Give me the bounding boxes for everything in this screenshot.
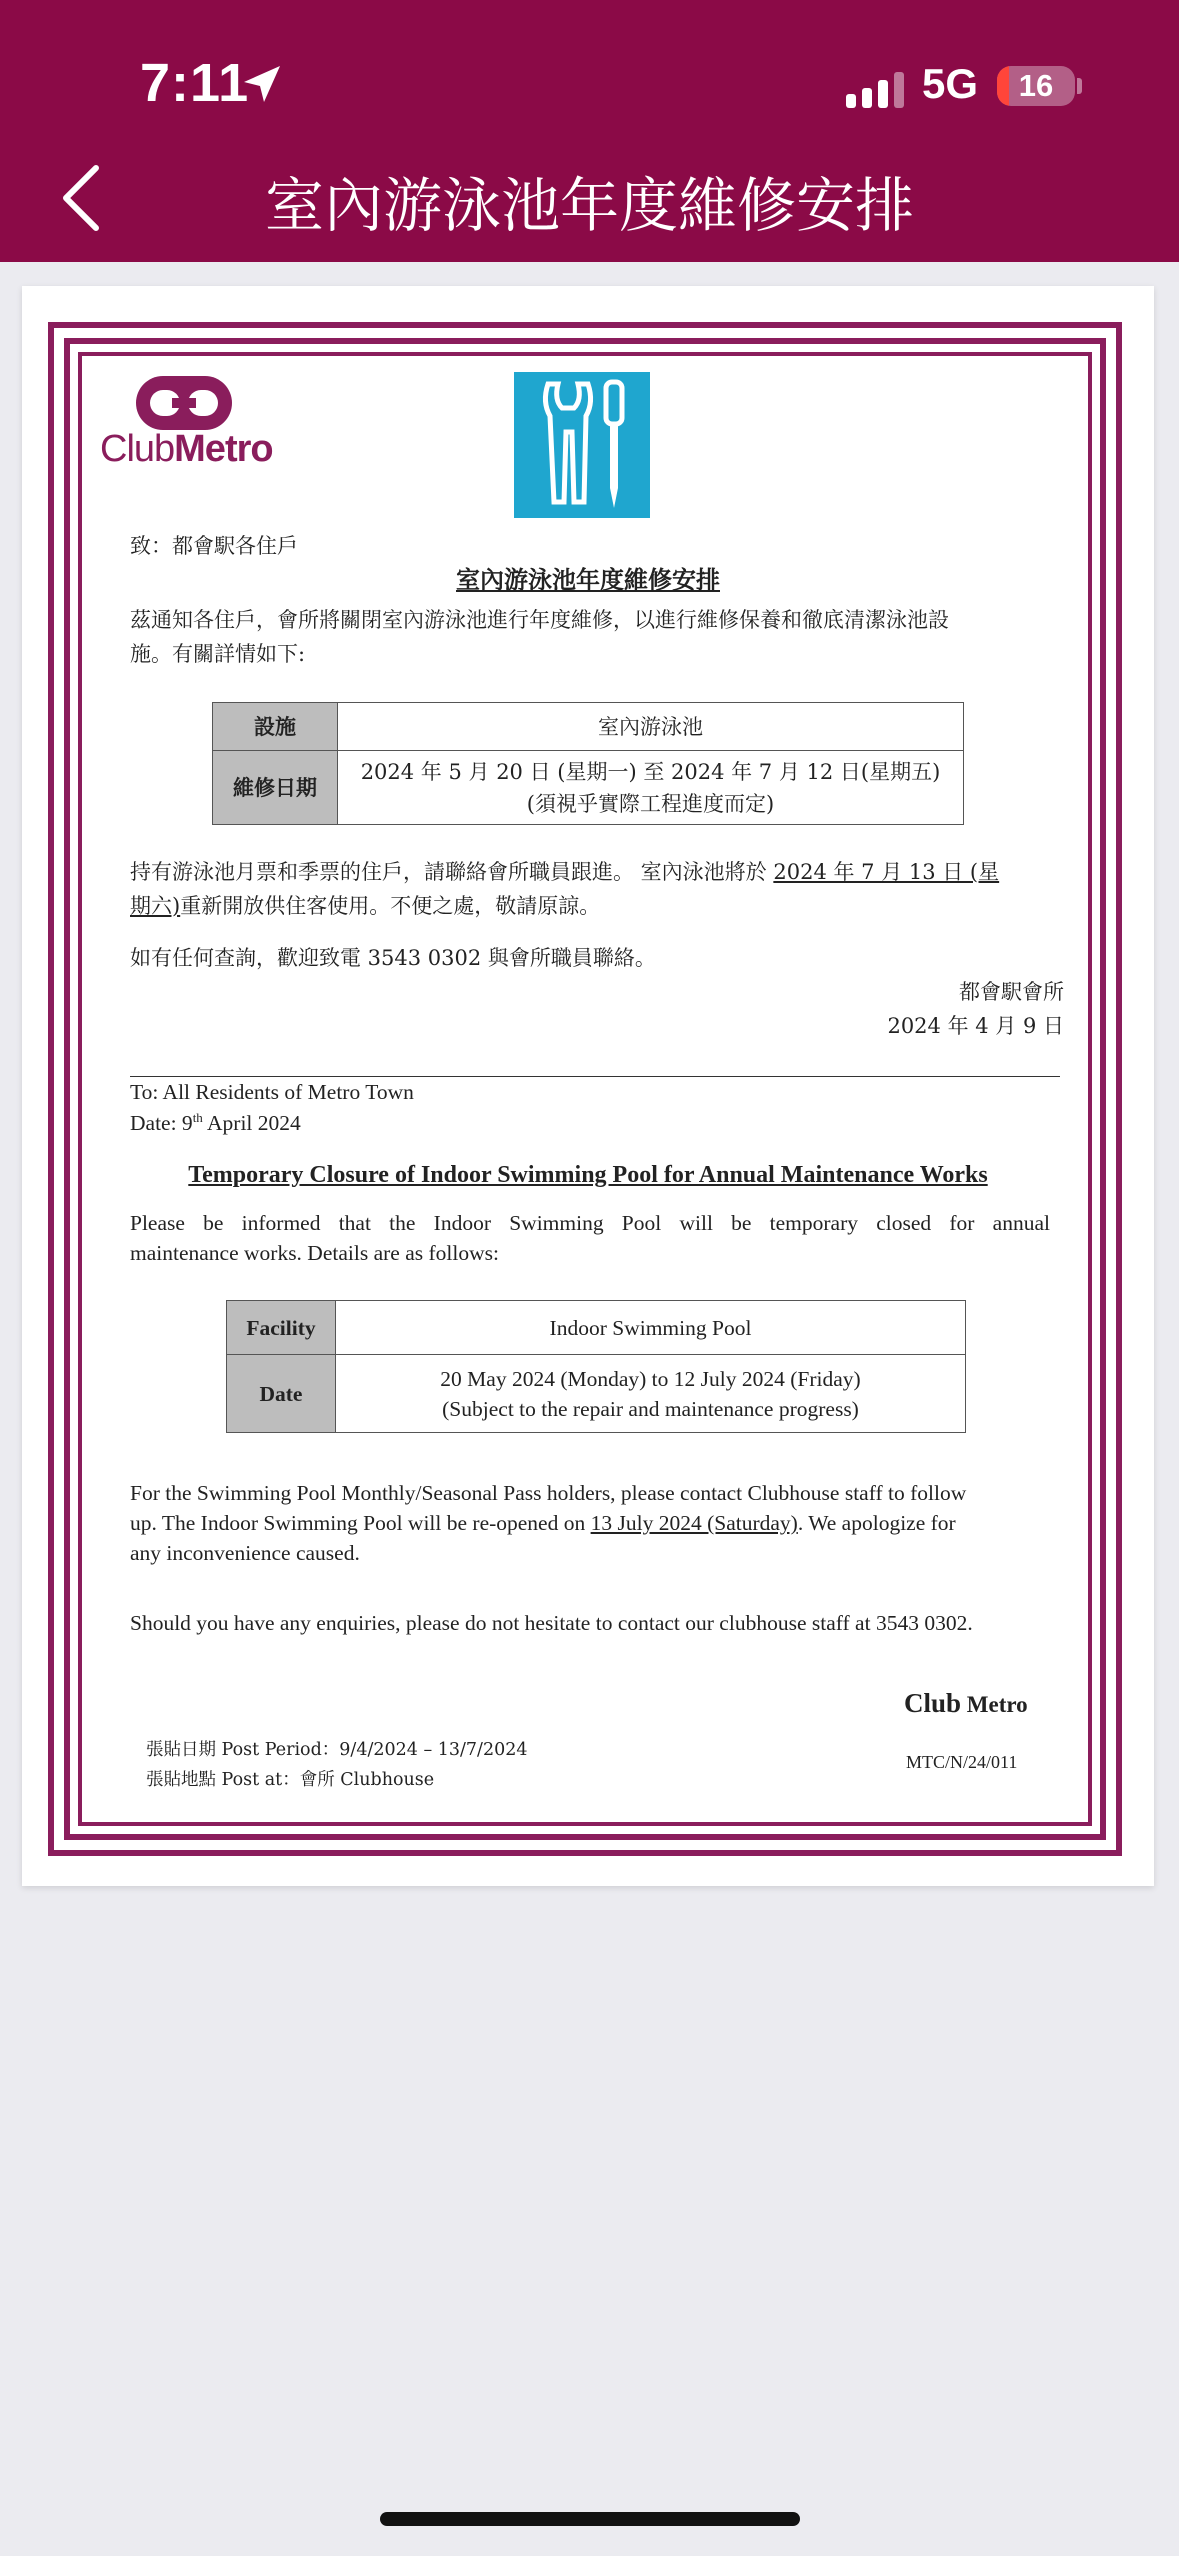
page-title: 室內游泳池年度維修安排 [264, 171, 914, 240]
nav-header [0, 0, 1179, 262]
location-arrow-icon [240, 62, 284, 106]
en-facility-value: Indoor Swimming Pool [336, 1301, 966, 1355]
post-period: 張貼日期 Post Period：9/4/2024 – 13/7/2024 [146, 1740, 528, 1760]
en-intro-line-1: Please be informed that the Indoor Swimming Pool will be temporary closed for annual [130, 1211, 1050, 1235]
battery-icon [997, 66, 1075, 106]
zh-date-note: (須視乎實際工程進度而定) [526, 791, 775, 816]
pliers-screwdriver-icon [514, 372, 650, 518]
zh-signature: 都會駅會所 [959, 980, 1064, 1004]
zh-facility-value: 室內游泳池 [338, 703, 964, 751]
battery-cap [1077, 78, 1082, 94]
en-intro-line-2: maintenance works. Details are as follows: [130, 1241, 499, 1265]
maintenance-tools-logo [514, 372, 650, 518]
home-indicator[interactable] [380, 2512, 800, 2526]
notice-document [22, 286, 1154, 1886]
zh-paragraph-line-1: 持有游泳池月票和季票的住戶，請聯絡會所職員跟進。 室內泳池將於 2024 年 7 月 13 日 (星 [130, 860, 1000, 884]
en-facility-label: Facility [227, 1301, 336, 1355]
zh-date-label: 維修日期 [213, 751, 338, 825]
club-metro-logo: ClubMetro [100, 372, 280, 472]
zh-intro-line-1: 茲通知各住戶，會所將關閉室內游泳池進行年度維修，以進行維修保養和徹底清潔泳池設 [130, 608, 949, 632]
en-notice-date: Date: 9th April 2024 [130, 1110, 301, 1136]
post-location: 張貼地點 Post at：會所 Clubhouse [146, 1770, 435, 1790]
battery-level: 16 [1018, 68, 1054, 103]
zh-enquiry: 如有任何查詢，歡迎致電 3543 0302 與會所職員聯絡。 [130, 946, 656, 970]
en-enquiry: Should you have any enquiries, please do not hesitate to contact our clubhouse staff at 3543 0302. [130, 1611, 973, 1635]
en-date-note: (Subject to the repair and maintenance progress) [442, 1396, 859, 1421]
zh-notice-title: 室內游泳池年度維修安排 [456, 565, 720, 594]
zh-notice-date: 2024 年 4 月 9 日 [887, 1014, 1064, 1038]
club-metro-signature: Club Metro [904, 1688, 1028, 1718]
network-type: 5G [922, 60, 979, 107]
notice-reference: MTC/N/24/011 [906, 1752, 1018, 1772]
zh-date-value: 2024 年 5 月 20 日 (星期一) 至 2024 年 7 月 12 日(星期五) [360, 759, 941, 784]
en-date-value: 20 May 2024 (Monday) to 12 July 2024 (Friday) [440, 1366, 861, 1391]
zh-recipient: 致：都會駅各住戶 [130, 534, 298, 558]
zh-details-table [212, 702, 964, 825]
en-date-label: Date [227, 1355, 336, 1433]
en-notice-title: Temporary Closure of Indoor Swimming Pool for Annual Maintenance Works [188, 1162, 988, 1188]
section-divider [130, 1076, 1060, 1077]
zh-intro-line-2: 施。有關詳情如下: [130, 642, 306, 666]
status-time: 7:11 [140, 53, 250, 113]
en-paragraph-line-2: up. The Indoor Swimming Pool will be re-opened on 13 July 2024 (Saturday). We apologize for [130, 1511, 956, 1535]
zh-paragraph-line-2: 期六)重新開放供住客使用。不便之處，敬請原諒。 [130, 894, 601, 918]
en-paragraph-line-1: For the Swimming Pool Monthly/Seasonal Pass holders, please contact Clubhouse staff to follow [130, 1481, 967, 1505]
cellular-signal-icon [846, 68, 904, 108]
en-details-table [226, 1300, 966, 1433]
zh-facility-label: 設施 [213, 703, 338, 751]
en-paragraph-line-3: any inconvenience caused. [130, 1541, 360, 1565]
en-recipient: To: All Residents of Metro Town [130, 1080, 414, 1104]
